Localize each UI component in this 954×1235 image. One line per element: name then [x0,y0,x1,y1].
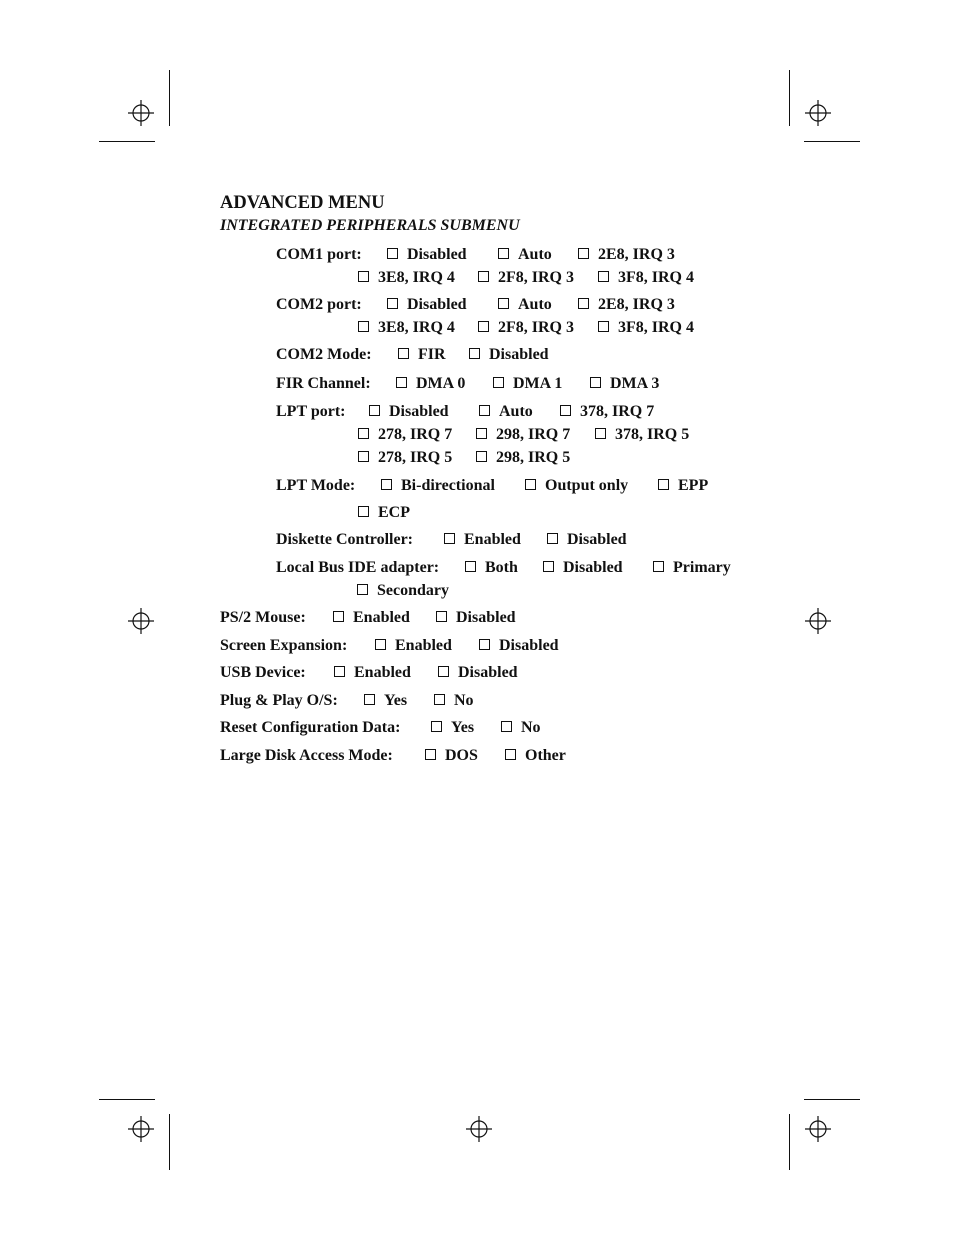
option-label: Both [485,559,518,576]
checkbox[interactable] [364,694,375,705]
option-label: Disabled [389,403,449,420]
option-label: 378, IRQ 7 [580,403,655,420]
checkbox[interactable] [358,428,369,439]
setting-label: Local Bus IDE adapter: [276,559,440,576]
option-label: DMA 3 [610,375,660,392]
crop-mark [99,1099,155,1100]
option-label: 2F8, IRQ 3 [498,319,574,336]
option-label: Bi-directional [401,477,495,494]
option-label: Disabled [407,296,467,313]
option-label: 278, IRQ 5 [378,449,453,466]
registration-mark-icon [128,608,154,634]
setting-label: Screen Expansion: [220,637,348,654]
checkbox[interactable] [653,561,664,572]
checkbox[interactable] [358,271,369,282]
checkbox[interactable] [469,348,480,359]
option-label: 298, IRQ 7 [496,426,571,443]
option-label: ECP [378,504,410,521]
checkbox[interactable] [398,348,409,359]
option-label: 2E8, IRQ 3 [598,246,675,263]
option-label: Auto [518,296,552,313]
checkbox[interactable] [543,561,554,572]
crop-mark [789,70,790,126]
checkbox[interactable] [434,694,445,705]
checkbox[interactable] [478,271,489,282]
option-label: Yes [451,719,475,736]
checkbox[interactable] [658,479,669,490]
checkbox[interactable] [578,298,589,309]
checkbox[interactable] [476,428,487,439]
option-label: 3F8, IRQ 4 [618,269,694,286]
checkbox[interactable] [595,428,606,439]
checkbox[interactable] [590,377,601,388]
option-label: DOS [445,747,478,764]
crop-mark [789,1114,790,1170]
option-label: Enabled [464,531,521,548]
checkbox[interactable] [465,561,476,572]
checkbox[interactable] [498,298,509,309]
registration-mark-icon [805,608,831,634]
option-label: 298, IRQ 5 [496,449,571,466]
checkbox[interactable] [547,533,558,544]
option-label: Auto [499,403,533,420]
registration-mark-icon [128,100,154,126]
checkbox[interactable] [444,533,455,544]
checkbox[interactable] [438,666,449,677]
option-label: 2F8, IRQ 3 [498,269,574,286]
checkbox[interactable] [396,377,407,388]
checkbox[interactable] [387,298,398,309]
checkbox[interactable] [505,749,516,760]
checkbox[interactable] [479,639,490,650]
option-label: Output only [545,477,629,494]
option-label: Disabled [567,531,627,548]
option-label: Disabled [458,664,518,681]
option-label: Other [525,747,566,764]
setting-label: Reset Configuration Data: [220,719,401,736]
checkbox[interactable] [381,479,392,490]
checkbox[interactable] [498,248,509,259]
option-label: Auto [518,246,552,263]
option-label: 278, IRQ 7 [378,426,453,443]
option-label: 2E8, IRQ 3 [598,296,675,313]
registration-mark-icon [466,1116,492,1142]
option-label: Yes [384,692,408,709]
option-label: Enabled [395,637,452,654]
checkbox[interactable] [479,405,490,416]
registration-mark-icon [805,100,831,126]
option-label: Disabled [489,346,549,363]
setting-label: COM1 port: [276,246,362,263]
checkbox[interactable] [369,405,380,416]
checkbox[interactable] [334,666,345,677]
option-label: 3E8, IRQ 4 [378,269,455,286]
crop-mark [169,70,170,126]
crop-mark [169,1114,170,1170]
option-label: Primary [673,559,731,576]
checkbox[interactable] [358,506,369,517]
checkbox[interactable] [357,584,368,595]
option-label: Disabled [499,637,559,654]
checkbox[interactable] [598,321,609,332]
setting-label: COM2 Mode: [276,346,372,363]
setting-label: Large Disk Access Mode: [220,747,393,764]
setting-label: USB Device: [220,664,306,681]
checkbox[interactable] [493,377,504,388]
registration-mark-icon [805,1116,831,1142]
option-label: Disabled [407,246,467,263]
option-label: Enabled [354,664,411,681]
option-label: 3E8, IRQ 4 [378,319,455,336]
checkbox[interactable] [387,248,398,259]
crop-mark [804,1099,860,1100]
checkbox[interactable] [598,271,609,282]
option-label: Disabled [456,609,516,626]
setting-label: LPT Mode: [276,477,356,494]
page-subtitle: INTEGRATED PERIPHERALS SUBMENU [220,217,520,234]
option-label: Disabled [563,559,623,576]
checkbox[interactable] [478,321,489,332]
option-label: FIR [418,346,446,363]
checkbox[interactable] [425,749,436,760]
setting-label: COM2 port: [276,296,362,313]
setting-label: PS/2 Mouse: [220,609,306,626]
checkbox[interactable] [476,451,487,462]
checkbox[interactable] [358,451,369,462]
checkbox[interactable] [501,721,512,732]
checkbox[interactable] [431,721,442,732]
setting-label: Diskette Controller: [276,531,413,548]
option-label: DMA 1 [513,375,563,392]
page-title: ADVANCED MENU [220,193,385,213]
option-label: No [454,692,474,709]
setting-label: LPT port: [276,403,346,420]
checkbox[interactable] [560,405,571,416]
option-label: Secondary [377,582,449,599]
crop-mark [804,141,860,142]
checkbox[interactable] [436,611,447,622]
setting-label: Plug & Play O/S: [220,692,338,709]
option-label: DMA 0 [416,375,466,392]
checkbox[interactable] [578,248,589,259]
option-label: 378, IRQ 5 [615,426,690,443]
option-label: EPP [678,477,709,494]
option-label: 3F8, IRQ 4 [618,319,694,336]
checkbox[interactable] [525,479,536,490]
crop-mark [99,141,155,142]
checkbox[interactable] [333,611,344,622]
setting-label: FIR Channel: [276,375,371,392]
checkbox[interactable] [375,639,386,650]
option-label: No [521,719,541,736]
checkbox[interactable] [358,321,369,332]
option-label: Enabled [353,609,410,626]
registration-mark-icon [128,1116,154,1142]
